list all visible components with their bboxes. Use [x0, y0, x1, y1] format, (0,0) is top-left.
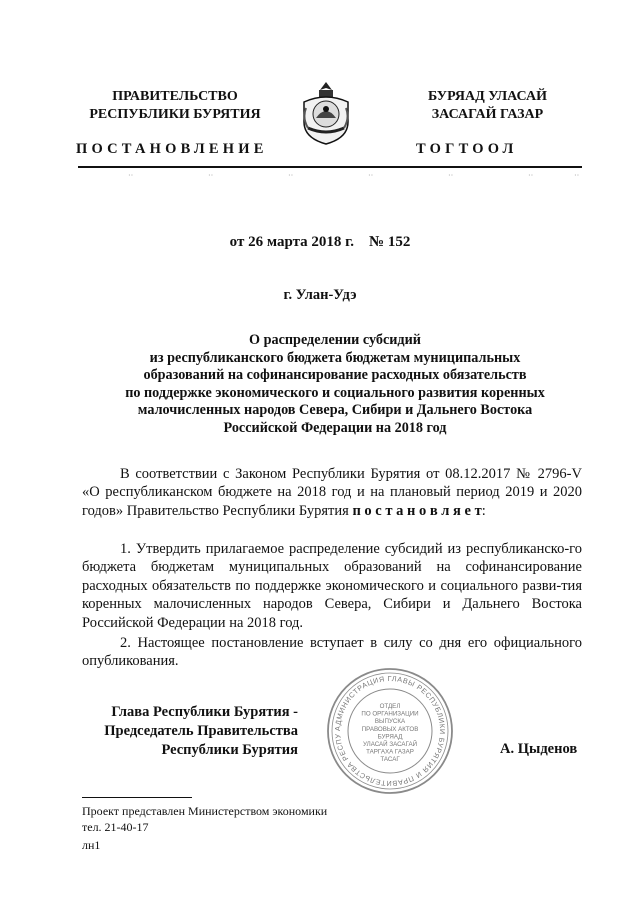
document-date-number: от 26 марта 2018 г. № 152	[229, 234, 411, 250]
header-dotted-line: ·· ·· ·· ·· ·· ·· ··	[128, 171, 580, 180]
signatory-name: А. Цыденов	[500, 741, 578, 757]
seal-center-line: ВЫПУСКА	[374, 718, 406, 726]
seal-center-line: ПО ОРГАНИЗАЦИИ	[361, 710, 419, 718]
official-seal-stamp	[325, 666, 455, 796]
republic-coat-of-arms-icon	[296, 78, 356, 148]
position-line: Глава Республики Бурятия -	[111, 704, 298, 720]
title-line: Российской Федерации на 2018 год	[223, 419, 447, 436]
footnote-phone: тел. 21-40-17	[82, 820, 149, 834]
title-line: малочисленных народов Севера, Сибири и Дальнего Востока	[137, 402, 533, 418]
seal-center-line: БУРЯАД	[377, 733, 403, 741]
footnote-divider	[82, 797, 192, 798]
issuer-line: РЕСПУБЛИКИ БУРЯТИЯ	[89, 107, 261, 122]
clause-1: 1. Утвердить прилагаемое распределение субсидий из республиканско-го бюджета бюджетам муниципальных образований на софинансирование расходных обязательств по поддержке экономического и социального разви-тия коренных малочисленных народов Севера, Сибири и Дальнего Востока Российской Федерации на 2018 год.	[82, 541, 582, 631]
preamble-text: В соответствии с Законом Республики Бурятия от 08.12.2017 № 2796-V «О республиканском бюджете на 2018 год и на плановый период 2019 и 2020 годов» Правительство Республики Бурятия	[82, 466, 582, 519]
issuer-line: ПРАВИТЕЛЬСТВО	[112, 89, 238, 104]
issuer-line: ЗАСАГАЙ ГАЗАР	[431, 107, 544, 122]
seal-center-line: ТАРГАХА ГАЗАР	[366, 748, 414, 756]
preamble-paragraph	[82, 465, 582, 520]
position-line: Председатель Правительства	[104, 723, 298, 739]
issuer-block-russian	[60, 88, 290, 124]
header-divider	[78, 166, 582, 168]
seal-center-line: ТАСАГ	[380, 756, 400, 764]
issuer-line: БУРЯАД УЛАСАЙ	[428, 89, 547, 104]
document-title	[90, 332, 580, 437]
preamble-tail: :	[481, 502, 486, 519]
signatory-position	[88, 703, 298, 760]
title-line: О распределении субсидий	[249, 332, 421, 348]
seal-center-line: ОТДЕЛ	[379, 703, 401, 710]
seal-center-line: ПРАВОВЫХ АКТОВ	[361, 725, 419, 733]
document-kind-russian: ПОСТАНОВЛЕНИЕ	[76, 141, 268, 157]
document-kind-buryat: ТОГТООЛ	[416, 141, 518, 157]
preamble-emphasis: п о с т а н о в л я е т	[352, 502, 482, 519]
position-line: Республики Бурятия	[161, 742, 298, 758]
footnote-code: лн1	[82, 838, 101, 852]
footnote-prepared-by: Проект представлен Министерством экономики	[82, 804, 328, 818]
title-line: по поддержке экономического и социального развития коренных	[125, 384, 545, 401]
issuer-block-buryat	[380, 88, 595, 124]
clause-2: 2. Настоящее постановление вступает в силу со дня его официального опубликования.	[82, 635, 582, 670]
title-line: из республиканского бюджета бюджетам муниципальных	[149, 349, 521, 366]
seal-center-line: УЛАСАЙ ЗАСАГАЙ	[362, 741, 418, 748]
document-city: г. Улан-Удэ	[283, 287, 357, 303]
svg-text:АДМИНИСТРАЦИЯ ГЛАВЫ РЕСПУБЛИКИ: АДМИНИСТРАЦИЯ ГЛАВЫ РЕСПУБЛИКИ БУРЯТИЯ И ПРАВИТЕЛЬСТВА РЕСПУ	[332, 673, 448, 789]
title-line: образований на софинансирование расходных обязательств	[143, 367, 527, 383]
